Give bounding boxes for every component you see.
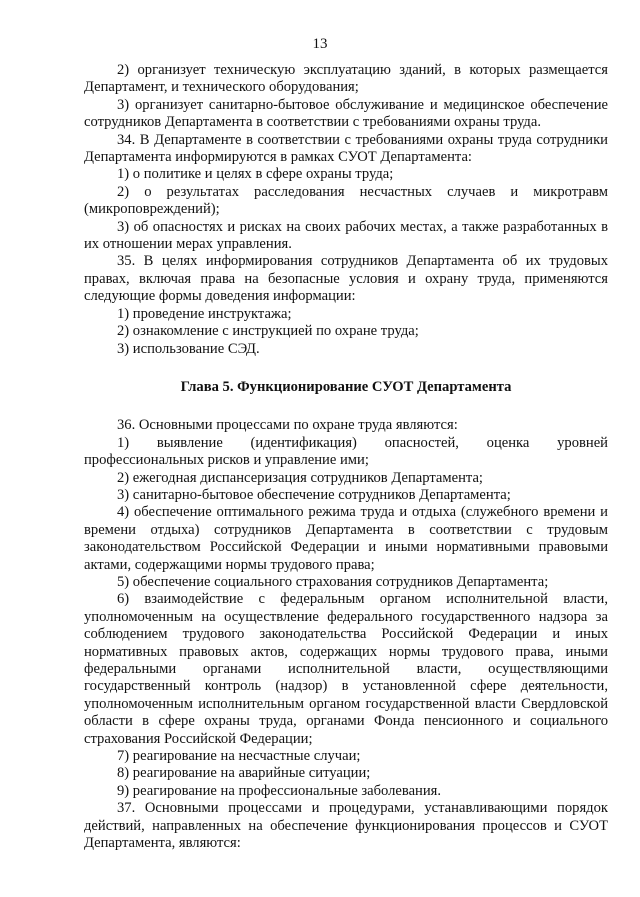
- paragraph: 3) использование СЭД.: [117, 340, 260, 357]
- paragraph: 2) ознакомление с инструкцией по охране труда;: [117, 323, 419, 340]
- chapter-heading: Глава 5. Функционирование СУОТ Департамента: [180, 378, 512, 395]
- paragraph: 6) взаимодействие с федеральным органом исполнительной власти, уполномоченным на осуществление федерального государственного надзора за соблюдением трудового законодательства Российской Федерации и иных нормативных правовых актов, содержащих нормы трудового права, иными федеральными органами исполнительной власти, осуществляющими государственный контроль (надзор) в установленной сфере деятельности, уполномоченным исполнительным органом государственной власти Свердловской области в сфере охраны труда, органами Фонда пенсионного и социального страхования Российской Федерации;: [84, 591, 608, 747]
- paragraph: 1) выявление (идентификация) опасностей, оценка уровней профессиональных рисков и управление ими;: [84, 434, 608, 469]
- paragraph: 5) обеспечение социального страхования сотрудников Департамента;: [117, 573, 549, 590]
- section-after-heading: [84, 417, 608, 852]
- paragraph: 36. Основными процессами по охране труда являются:: [117, 417, 458, 434]
- paragraph: 1) о политике и целях в сфере охраны труда;: [117, 166, 394, 183]
- paragraph: 9) реагирование на профессиональные заболевания.: [117, 782, 442, 799]
- page-number: 13: [312, 36, 328, 52]
- paragraph: 2) организует техническую эксплуатацию зданий, в которых размещается Департамент, и технического оборудования;: [84, 62, 608, 96]
- paragraph: 7) реагирование на несчастные случаи;: [117, 748, 361, 765]
- paragraph: 3) санитарно-бытовое обеспечение сотрудников Департамента;: [117, 486, 511, 503]
- paragraph: 4) обеспечение оптимального режима труда и отдыха (служебного времени и времени отдыха) сотрудников Департамента в соответствии с трудовым законодательством Российской Федерации и иными нормативными правовыми актами, содержащими нормы трудового права;: [84, 504, 608, 573]
- paragraph: 2) о результатах расследования несчастных случаев и микротравм (микроповреждений);: [84, 183, 608, 218]
- paragraph: 1) проведение инструктажа;: [117, 305, 292, 322]
- section-before-heading: [84, 62, 608, 358]
- document-body: [84, 62, 608, 852]
- paragraph: 34. В Департаменте в соответствии с требованиями охраны труда сотрудники Департамента информируются в рамках СУОТ Департамента:: [84, 131, 608, 166]
- paragraph: 8) реагирование на аварийные ситуации;: [117, 765, 371, 782]
- paragraph: 37. Основными процессами и процедурами, устанавливающими порядок действий, направленных на обеспечение функционирования процессов и СУОТ Департамента, являются:: [84, 800, 608, 852]
- paragraph: 3) организует санитарно-бытовое обслуживание и медицинское обеспечение сотрудников Департамента в соответствии с требованиями охраны труда.: [84, 96, 608, 131]
- paragraph: 3) об опасностях и рисках на своих рабочих местах, а также разработанных в их отношении мерах управления.: [84, 218, 608, 253]
- paragraph: 2) ежегодная диспансеризация сотрудников Департамента;: [117, 469, 483, 486]
- paragraph: 35. В целях информирования сотрудников Департамента об их трудовых правах, включая права на безопасные условия и охрану труда, применяются следующие формы доведения информации:: [84, 253, 608, 305]
